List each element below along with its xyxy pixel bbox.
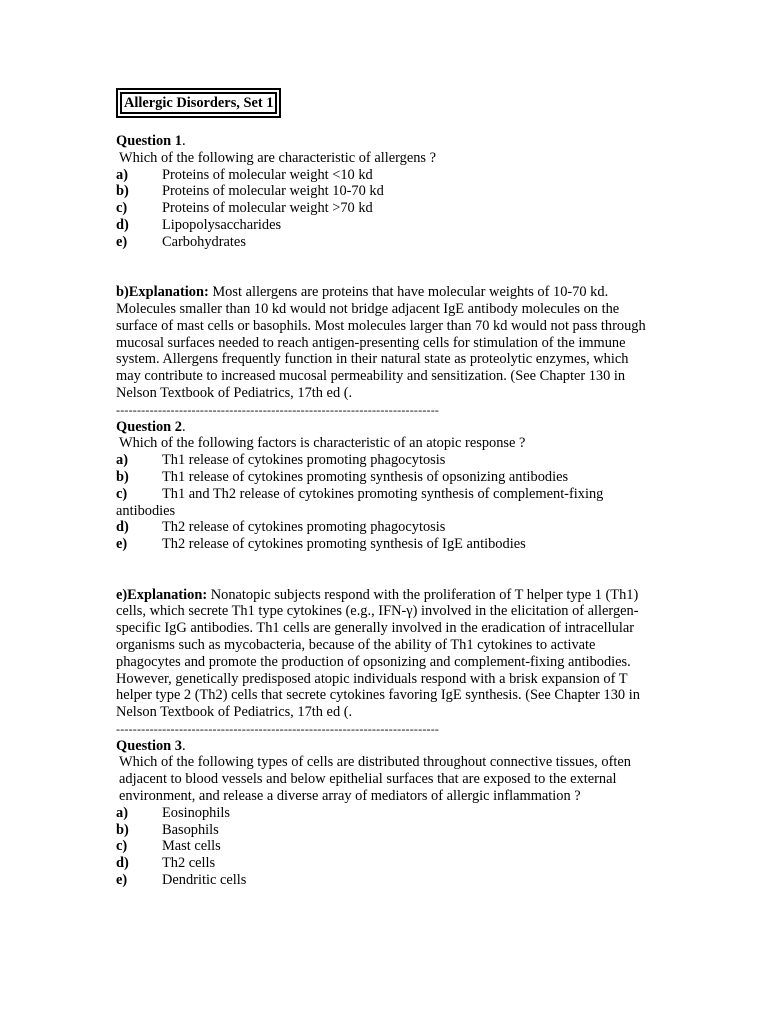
option-d: d) Th2 release of cytokines promoting phagocytosis — [116, 519, 446, 536]
option-a: a) Proteins of molecular weight <10 kd — [116, 166, 373, 183]
explanation: b)Explanation: Most allergens are proteins that have molecular weights of 10-70 kd. Molecules smaller than 10 kd would not bridge adjacent IgE antibody molecules on the surface of mast cells or basophils. Most molecules larger than 70 kd would not pass through mucosal surfaces needed to reach antigen-presenting cells for stimulation of the immune system. Allergens frequently function in their natural state as proteolytic enzymes, which may contribute to increased mucosal permeability and sensitization. (See Chapter 130 in Nelson Textbook of Pediatrics, 17th ed (. — [116, 284, 646, 401]
option-b: b) Th1 release of cytokines promoting synthesis of opsonizing antibodies — [116, 468, 569, 485]
option-c: c) Proteins of molecular weight >70 kd — [116, 200, 373, 217]
question-3 — [116, 738, 656, 889]
question-stem: Which of the following types of cells are distributed throughout connective tissues, often adjacent to blood vessels and below epithelial surfaces that are exposed to the external environment, and release a diverse array of mediators of allergic inflammation ? — [119, 754, 631, 805]
question-stem: Which of the following are characteristic of allergens ? — [119, 149, 436, 166]
question-heading: Question 1. — [116, 133, 186, 149]
question-heading: Question 2. — [116, 418, 186, 435]
option-d: d) Th2 cells — [116, 855, 216, 872]
option-e: e) Carbohydrates — [116, 233, 246, 250]
separator-line: ----------------------------------------------------------------------------- — [116, 721, 440, 736]
option-d: d) Lipopolysaccharides — [116, 216, 282, 233]
question-1 — [116, 133, 656, 402]
option-c-continuation: antibodies — [116, 502, 176, 519]
option-e: e) Th2 release of cytokines promoting synthesis of IgE antibodies — [116, 536, 526, 553]
option-b: b) Basophils — [116, 821, 219, 838]
option-e: e) Dendritic cells — [116, 872, 247, 889]
option-a: a) Eosinophils — [116, 804, 230, 821]
option-b: b) Proteins of molecular weight 10-70 kd — [116, 183, 384, 200]
option-c: c) Mast cells — [116, 838, 221, 855]
option-a: a) Th1 release of cytokines promoting phagocytosis — [116, 452, 446, 469]
question-2 — [116, 419, 656, 721]
question-heading: Question 3. — [116, 737, 186, 754]
separator-line: ----------------------------------------------------------------------------- — [116, 402, 440, 417]
option-c: c) Th1 and Th2 release of cytokines promoting synthesis of complement-fixing — [116, 485, 604, 502]
question-stem: Which of the following factors is characteristic of an atopic response ? — [119, 435, 526, 452]
document-content — [116, 133, 656, 889]
title-box — [116, 88, 281, 118]
explanation: e)Explanation: Nonatopic subjects respond with the proliferation of T helper type 1 (Th1) cells, which secrete Th1 type cytokines (e.g., IFN-γ) involved in the elicitation of allergen-specific IgG antibodies. Th1 cells are generally involved in the eradication of intracellular organisms such as mycobacteria, because of the ability of Th1 cytokines to activate phagocytes and promote the production of opsonizing and complement-fixing antibodies. However, genetically predisposed atopic individuals respond with a brisk expansion of T helper type 2 (Th2) cells that secrete cytokines favoring IgE synthesis. (See Chapter 130 in Nelson Textbook of Pediatrics, 17th ed (. — [116, 586, 640, 721]
document-title: Allergic Disorders, Set 1 — [120, 92, 277, 114]
